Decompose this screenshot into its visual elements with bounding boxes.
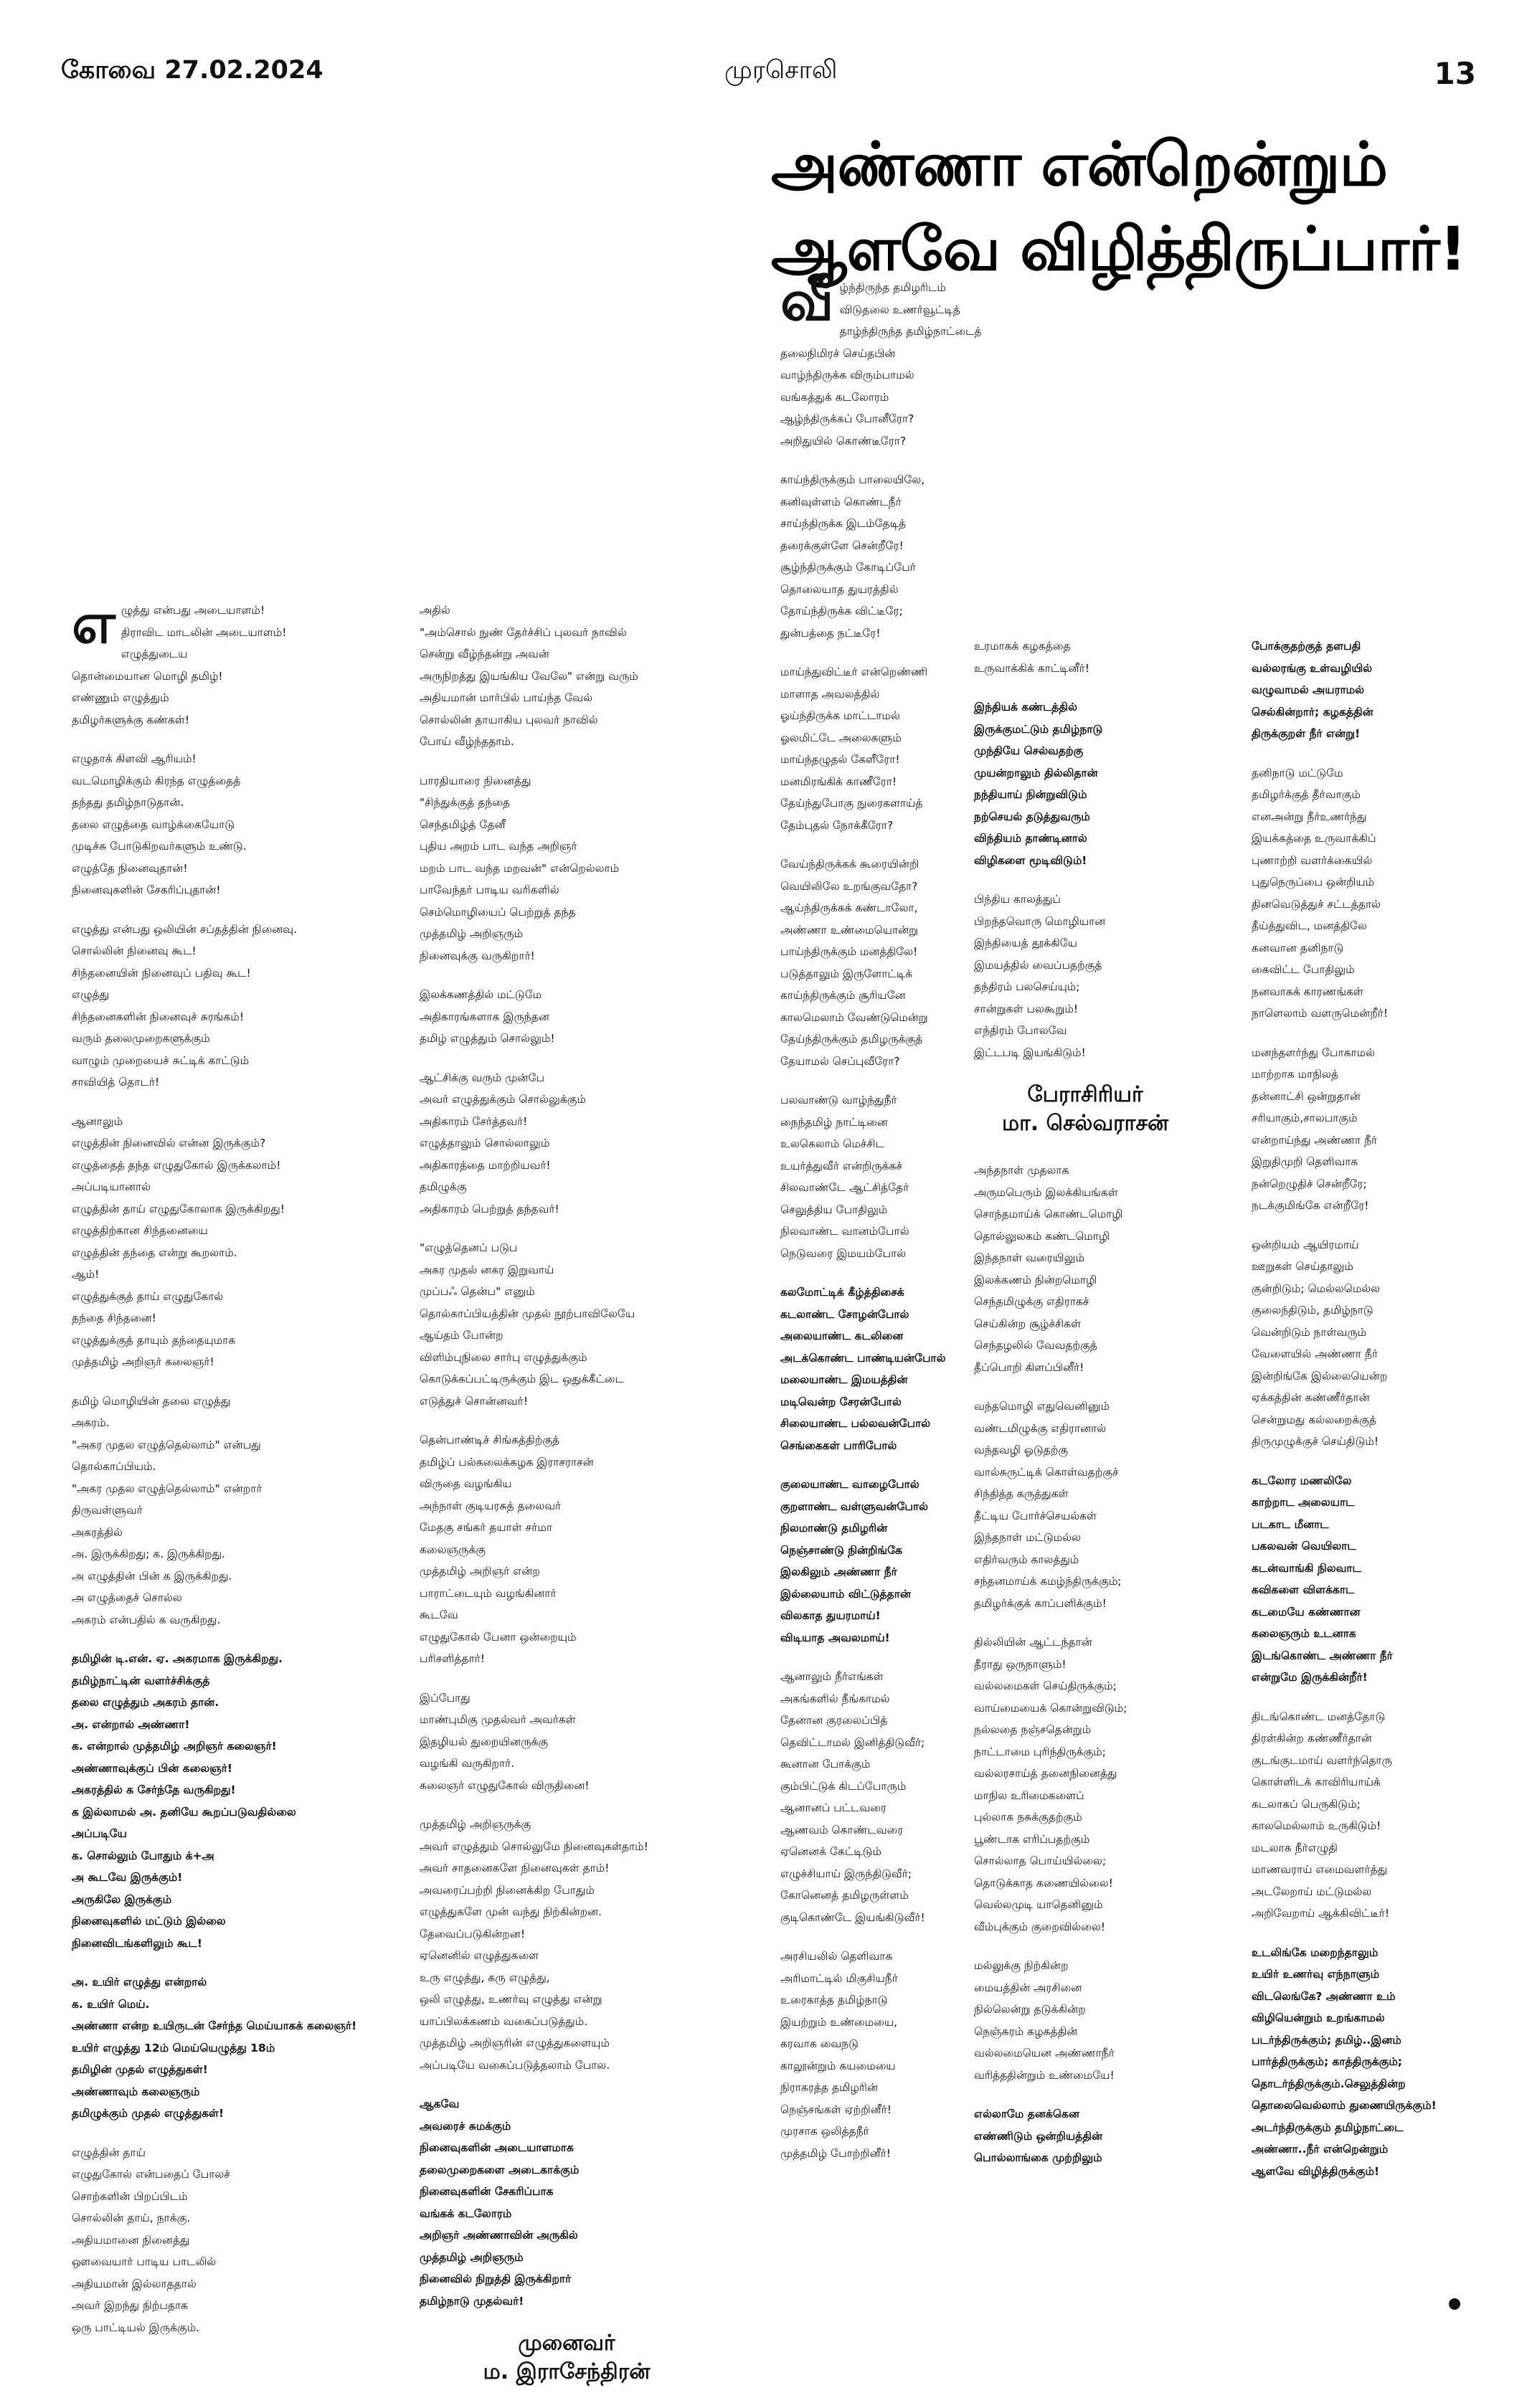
stanza: பிந்திய காலத்துப் பிறந்தவொரு மொழியான இந்தியைத் தூக்கியே இமயத்தில் வைப்பதற்குத் தந்திரம் பலசெய்யும்; சான்றுகள் பலகூறும்! எந்திரம் போலவே இட்டபடி இயங்கிடும்! <box>974 893 1106 1059</box>
stanza: ஆனாலும் நீர்எங்கள் அகங்களில் நீங்காமல் தேனான குரலைப்பித் தெவிட்டாமல் இனித்திடுவீர்; கூனான போக்கும் கும்பிட்டுக் கிடப்போரும் ஆனானப் பட்டவரை ஆணவம் கொண்டவரை ஏனெனக் கேட்டிடும் எழுச்சியாய் இருந்திடுவீர்; கோனெனத் தமிழருள்ளம் குடிகொண்டே இயங்கிடுவீர்! <box>780 1670 925 1924</box>
stanza: கலமோட்டிக் கீழ்த்திசைக் கடலாண்ட சோழன்போல் அலையாண்ட கடலினை அடக்கொண்ட பாண்டியன்போல் மலையாண்ட இமயத்தின் மடிவென்ற சேரன்போல் சிலையாண்ட பல்லவன்போல் செங்கைகள் பாரிபோல் <box>780 1286 946 1452</box>
stanza: உரமாகக் கழகத்தை உருவாக்கிக் காட்டினீர்! <box>974 640 1089 675</box>
stanza: ஆனாலும் எழுத்தின் நினைவில் என்ன இருக்கும்? எழுத்தைத் தந்த எழுதுகோல் இருக்கலாம்! அப்படியானால் எழுத்தின் தாய் எழுதுகோலாக இருக்கிறது! எழுத்திற்கான சிந்தனையை எழுத்தின் தந்தை என்று கூறலாம். ஆம்! எழுத்துக்குத் தாய் எழுதுகோல் தந்தை சிந்தனை! எழுத்துக்குத் தாயும் தந்தையுமாக முத்தமிழ் அறிஞர் கலைஞர்! <box>72 1114 285 1368</box>
stanza: மனந்தளர்ந்து போகாமல் மாற்றாக மாநிலத் தன்னாட்சி ஒன்றுதான் சரியாகும்,சாலபாகும் என்றாய்ந்து அண்ணா நீர் இறுதிமுறி தெளிவாக நன்றெழுதிச் சென்றீரே; நடக்குமிங்கே என்றீரே! <box>1252 1046 1378 1212</box>
stanza: எல்லாமே தனக்கென எண்ணிடும் ஒன்றியத்தின் பொல்லாங்கை முற்றிலும் <box>974 2108 1103 2164</box>
stanza: அந்தநாள் முதலாக அருமபெரும் இலக்கியங்கள் சொந்தமாய்க் கொண்டமொழி தொல்லுலகம் கண்டமொழி இந்தநாள் வரையிலும் இலக்கணம் நின்றமொழி செந்தமிழுக்கு எதிராகச் செய்கின்ற சூழ்ச்சிகள் செந்தழலில் வேவதற்குத் தீப்பொறி கிளப்பினீர்! <box>974 1164 1123 1374</box>
headline-line-1: அண்ணா என்றென்றும் <box>771 129 1388 199</box>
stanza: தமிழ் மொழியின் தலை எழுத்து அகரம். "அகர முதல எழுத்தெல்லாம்" என்பது தொல்காப்பியம். "அகர முதல எழுத்தெல்லாம்" என்றார் திருவள்ளுவர் அகரத்தில் அ. இருக்கிறது; க. இருக்கிறது. அ எழுத்தின் பின் க இருக்கிறது. அ எழுத்தைச் சொல்ல அகரம் என்பதில் க வருகிறது. <box>72 1394 263 1626</box>
author-title: முனைவர் <box>518 2331 615 2356</box>
stanza: தென்பாண்டிச் சிங்கத்திற்குத் தமிழ்ப் பல்கலைக்கழக இராசராசன் விருதை வழங்கிய அந்நாள் குடியரசுத் தலைவர் மேதகு சங்கர் தயாள் சர்மா கலைஞருக்கு முத்தமிழ் அறிஞர் என்ற பாராட்டையும் வழங்கினார் கூடவே எழுதுகோல் பேனா ஒன்றையும் பரிசளித்தார்! <box>420 1433 594 1665</box>
stanza: தில்லியின் ஆட்டந்தான் தீராது ஒருநாளும்! வல்லமைகள் செய்திருக்கும்; வாய்மையைக் கொன்றுவிடும்; நல்லதை நஞ்சதென்றும் நாட்டாமை புரிந்திருக்கும்; வல்லரசாய்த் தனைநினைத்து மாநில உரிமைகளைப் புல்லாக நசுக்குதற்கும் பூண்டாக எரிப்பதற்கும் சொல்லாத பொய்யில்லை; தொடுக்காத கணையில்லை! வெல்லமுடி யாதெனினும் வீம்புக்கும் குறைவில்லை! <box>974 1636 1127 1933</box>
stanza: போக்குதற்குத் தளபதி வல்லரங்கு உள்வழியில் வழுவாமல் அயராமல் செல்கின்றார்; கழகத்தின் திருக்குறள் நீர் என்று! <box>1252 640 1373 740</box>
page-number: 13 <box>1434 56 1476 91</box>
article-2-column-3 <box>1252 635 1488 2199</box>
stanza: "எழுத்தெனப் படுப அகர முதல் னகர இறுவாய் முப்பஃ தென்ப" எனும் தொல்காப்பியத்தின் முதல் நூற்பாவிலேயே ஆய்தம் போன்ற விளிம்புநிலை சார்பு எழுத்துக்கும் கொடுக்கப்பட்டிருக்கும் இட ஒதுக்கீட்டை எடுத்துச் சொன்னவர்! <box>420 1241 635 1408</box>
headline-line-2: ஆளவே விழித்திருப்பார்! <box>771 214 1467 284</box>
newspaper-name: முரசொலி <box>724 56 838 85</box>
author-name: மா. செல்வராசன் <box>1001 1111 1169 1136</box>
stanza: உடலிங்கே மறைந்தாலும் உயிர் உணர்வு எந்நாளும் விடலெங்கே? அண்ணா உம் விழியென்றும் உறங்காமல் படர்ந்திருக்கும்; தமிழ்..இனம் பார்த்திருக்கும்; காத்திருக்கும்; தொடர்ந்திருக்கும்.செலுத்தின்ற தொலைவெல்லாம் துணையிருக்கும்! அடர்ந்திருக்கும் தமிழ்நாட்டை அண்ணா..நீர் என்றென்றும் ஆளவே விழித்திருக்கும்! <box>1252 1945 1437 2178</box>
stanza: ஆகவே அவரைச் சுமக்கும் நினைவுகளின் அடையாளமாக தலைமுறைகளை அடைகாக்கும் நினைவுகளின் சேகரிப்பாக வங்கக் கடலோரம் அறிஞர் அண்ணாவின் அருகில் முத்தமிழ் அறிஞரும் நினைவில் நிறுத்தி இருக்கிறார் தமிழ்நாடு முதல்வர்! <box>420 2097 580 2308</box>
stanza: கடலோர மணலிலே காற்றாட அலையாட படகாட மீனாட பகலவன் வெயிலாட கடன்வாங்கி நிலவாட கவிகளை விளக்காட கடமையே கண்ணான கலைஞரும் உடனாக இடங்கொண்ட அண்ணா நீர் என்றுமே இருக்கின்றீர்! <box>1252 1474 1393 1684</box>
stanza: வந்தமொழி எதுவெனினும் வண்டமிழுக்கு எதிரானால் வந்தவழி ஓடுதற்கு வால்சுருட்டிக் கொள்வதற்குச் சிந்தித்த கருத்துகள் தீட்டிய போர்ச்செயல்கள் இந்தநாள் மட்டுமல்ல எதிர்வரும் காலத்தும் சந்தனமாய்க் கமழ்ந்திருக்கும்; தமிழர்க்குக் காப்பளிக்கும்! <box>974 1400 1122 1610</box>
stanza: முத்தமிழ் அறிஞருக்கு அவர் எழுத்தும் சொல்லுமே நினைவுகள்தாம்! அவர் சாதனைகளே நினைவுகள் தாம்! அவரைப்பற்றி நினைக்கிற போதும் எழுத்துகளே முன் வந்து நிற்கின்றன. தேவைப்படுகின்றன! ஏனெனில் எழுத்துகளை உரு எழுத்து, கரு எழுத்து, ஒலி எழுத்து, உணர்வு எழுத்து என்று யாப்பிலக்கணம் வகைப்படுத்தும். முத்தமிழ் அறிஞரின் எழுத்துகளையும் அப்படியே வகைப்படுத்தலாம் போல. <box>420 1818 648 2072</box>
stanza: ழ்ந்திருந்த தமிழரிடம் விடுதலை உணர்வூட்டித் தாழ்ந்திருந்த தமிழ்நாட்டைத் தலைநிமிரச் செய்தபின் வாழ்ந்திருக்க விரும்பாமல் வங்கத்துக் கடலோரம் ஆழ்ந்திருக்கப் போனீரோ? அறிதுயில் கொண்டீரோ? <box>780 281 982 447</box>
author-title: பேராசிரியர் <box>1027 1082 1143 1107</box>
author-name: ம. இராசேந்திரன் <box>483 2359 651 2384</box>
stanza: குலையாண்ட வாழைபோல் குறளாண்ட வள்ளுவன்போல் நிலமாண்டு தமிழரின் நெஞ்சாண்டு நின்றிங்கே இலகிலும் அண்ணா நீர் இல்லையாம் விட்டுத்தான் விலகாத துயரமாய்! விடியாத அவலமாய்! <box>780 1478 928 1644</box>
stanza: இலக்கணத்தில் மட்டுமே அதிகாரங்களாக இருந்தன தமிழ் எழுத்தும் சொல்லும்! <box>420 988 555 1045</box>
stanza: இந்தியக் கண்டத்தில் இருக்குமட்டும் தமிழ்நாடு முந்தியே செல்வதற்கு முயன்றாலும் தில்லிதான் நந்தியாய் நின்றுவிடும் நற்செயல் தடுத்துவரும் விந்தியம் தாண்டினால் விழிகளை மூடிவிடும்! <box>974 701 1103 867</box>
article-2-column-1 <box>780 269 996 2181</box>
stanza: பலவாண்டு வாழ்ந்துநீர் நைந்தமிழ் நாட்டினை உலகெலாம் மெச்சிட உயர்த்துவீர் என்றிருக்கச் சிலவாண்டே ஆட்சித்தேர் செலுத்திய போதிலும் நிலவாண்ட வானம்போல் நெடுவரை இமயம்போல் <box>780 1094 909 1260</box>
stanza: மாய்ந்துவிட்டீர் என்றெண்ணி மாளாத அவலத்தில் ஓய்ந்திருக்க மாட்டாமல் ஓலமிட்டே அலைகளும் மாய்ந்தழுதல் கேளீரோ! மனமிரங்கிக் காணீரோ! தேய்ந்துபோகு நுரைகளாய்த் தேம்புதல் நோக்கீரோ? <box>780 665 928 832</box>
stanza: எழுத்து என்பது ஒலியின் சப்தத்தின் நினைவு. சொல்லின் நினைவு கூட! சிந்தனையின் நினைவுப் பதிவு கூட! எழுத்து சிந்தனைகளின் நினைவுச் சுரங்கம்! வரும் தலைமுறைகளுக்கும் வாழும் முறையைச் சுட்டிக் காட்டும் சாவியித் தொடர்! <box>72 922 298 1089</box>
article-2-column-2 <box>974 635 1196 2186</box>
drop-cap: வீ <box>780 269 834 333</box>
stanza: இப்போது மாண்புமிகு முதல்வர் அவர்கள் இதழியல் துறையினருக்கு வழங்கி வருகிறார். கலைஞர் எழுதுகோல் விருதினை! <box>420 1691 590 1792</box>
stanza: ழுத்து என்பது அடையாளம்! திராவிட மாடலின் அடையாளம்! எழுத்துடைய தொன்மையான மொழி தமிழ்! எண்ணும் எழுத்தும் தமிழர்களுக்கு கண்கள்! <box>72 604 287 726</box>
stanza: அ. உயிர் எழுத்து என்றால் க. உயிர் மெய். அண்ணா என்ற உயிருடன் சேர்ந்த மெய்யாகக் கலைஞர்! உயிர் எழுத்து 12ம் மெய்யெழுத்து 18ம் தமிழின் முதல் எழுத்துகள்! அண்ணாவும் கலைஞரும் தமிழுக்கும் முதல் எழுத்துகள்! <box>72 1976 357 2120</box>
article-1-column <box>72 592 409 2356</box>
article-headline <box>771 122 1488 291</box>
stanza: காய்ந்திருக்கும் பாலையிலே, கனிவுள்ளம் கொண்டநீர் சாய்ந்திருக்க இடம்தேடித் தரைக்குள்ளே சென்றீரே! சூழ்ந்திருக்கும் கோடிப்பேர் தொலையாத துயரத்தில் தோய்ந்திருக்க விட்டீரே; துன்பத்தை நட்டீரே! <box>780 473 925 640</box>
author-byline <box>974 1081 1196 1138</box>
edition-date: கோவை 27.02.2024 <box>61 56 323 85</box>
stanza: தமிழின் டி.என். ஏ. அகரமாக இருக்கிறது. தமிழ்நாட்டின் வளர்ச்சிக்குத் தலை எழுத்தும் அகரம் தான். அ. என்றால் அண்ணா! க. என்றால் முத்தமிழ் அறிஞர் கலைஞர்! அண்ணாவுக்குப் பின் கலைஞர்! அகரத்தில் க சேர்ந்தே வருகிறது! க இல்லாமல் அ. தனியே கூறப்படுவதில்லை அப்படியே க. சொல்லும் போதும் க்+அ அ கூடவே இருக்கும்! அருகிலே இருக்கும் நினைவுகளில் மட்டும் இல்லை நினைவிடங்களிலும் கூட! <box>72 1652 296 1950</box>
stanza: அதில் "அம்சொல் நுண் தேர்ச்சிப் புலவர் நாவில் சென்று வீழ்ந்தன்று அவன் அருநிறத்து இயங்கிய வேலே" என்று வரும் அதியமான் மார்பில் பாய்ந்த வேல் சொல்லின் தாயாகிய புலவர் நாவில் போய் வீழ்ந்ததாம். <box>420 604 638 748</box>
stanza: அரசியலில் தெளிவாக அரிமாட்டில் மிகுசியநீர் உரைகாத்த தமிழ்நாடு இயற்றும் உண்மையை, கரவாக வைநடு காலூன்றும் கயமையை நிராகரத்த தமிழரின் நெஞ்சங்கள் ஏற்றினீர்! முரசாக ஒலித்தநீர் முத்தமிழ் போற்றினீர்! <box>780 1950 898 2160</box>
stanza: ஆட்சிக்கு வரும் முன்பே அவர் எழுத்துக்கும் சொல்லுக்கும் அதிகாரம் சேர்த்தவர்! எழுத்தாலும் சொல்லாலும் அதிகாரத்தை மாற்றியவர்! தமிழுக்கு அதிகாரம் பெற்றுத் தந்தவர்! <box>420 1071 586 1215</box>
stanza: எழுதாக் கிளவி ஆரியம்! வடமொழிக்கும் கிரந்த எழுத்தைத் தந்தது தமிழ்நாடுதான். தலை எழுத்தை வாழ்க்கையோடு முடிச்சு போடுகிறவர்களும் உண்டு. எழுத்தே நினைவுதான்! நினைவுகளின் சேகரிப்புதான்! <box>72 752 247 896</box>
stanza: திடங்கொண்ட மனத்தோடு திரள்கின்ற கண்ணீர்தான் குடங்குடமாய் வளர்ந்தொரு கொள்ளிடக் காவிரியாய்க் கடலாகப் பெருகிடும்; காலமெல்லாம் உருகிடும்! மடலாக நீர்எழுதி மாணவராய் எமைவளர்த்து அடலேறாய் மட்டுமல்ல அறிவேறாய் ஆக்கிவிட்டீர்! <box>1252 1710 1392 1920</box>
stanza: தனிநாடு மட்டுமே தமிழர்க்குத் தீர்வாகும் எனஅன்று நீர்உணர்ந்து இயக்கத்தை உருவாக்கிப் புணாற்றி வளர்க்கையில் புதுநெருப்பை ஒன்றியம் தினவெடுத்துச் சட்டத்தால் தீய்த்துவிட, மனத்திலே கனவான தனிநாடு கைவிட்ட போதிலும் நனவாகக் காரணங்கள் நாளெலாம் வளருமென்றீர்! <box>1252 766 1389 1020</box>
stanza: மல்லுக்கு நிற்கின்ற மையத்தின் அரசினை நில்லென்று தடுக்கின்ற நெஞ்சுரம் கழகத்தின் வல்லமையென அண்ணாநீர் வரித்ததின்றும் உண்மையே! <box>974 1959 1115 2082</box>
stanza: வேய்ந்திருக்கக் கூரையின்றி வெயிலிலே உறங்குவதோ? ஆய்ந்திருக்கக் கண்டாலோ, அண்ணா உண்மையொன்று பாய்ந்திருக்கும் மனத்திலே! படுத்தாலும் இருளோட்டிக் காய்ந்திருக்கும் சூரியனே காலமெலாம் வேண்டுமென்று தேய்ந்திருக்கும் தமிழருக்குத் தேயாமல் செப்புவீரோ? <box>780 858 928 1068</box>
article-1-column-2 <box>420 599 714 2408</box>
stanza: பாரதியாரை நினைத்து "சிந்துக்குத் தந்தை செந்தமிழ்த் தேனீ புதிய அறம் பாட வந்த அறிஞர் மறம் பாட வந்த மறவன்" என்றெல்லாம் பாவேந்தர் பாடிய வரிகளில் செம்மொழியைப் பெற்றுத் தந்த முத்தமிழ் அறிஞரும் நினைவுக்கு வருகிறார்! <box>420 774 620 962</box>
stanza: எழுத்தின் தாய் எழுதுகோல் என்பதைப் போலச் சொற்களின் பிறப்பிடம் சொல்லின் தாய், நாக்கு. அதியமானை நினைத்து ஔவையார் பாடிய பாடலில் அதியமான் இல்லாததால் அவர் இறந்து நிற்பதாக ஒரு பாட்டியல் இருக்கும். <box>72 2146 230 2334</box>
drop-cap: எ <box>72 592 115 656</box>
author-byline <box>420 2329 714 2386</box>
stanza: ஒன்றியம் ஆயிரமாய் ஊறுகள் செய்தாலும் குன்றிடும்; மெல்லமெல்ல குலைந்திடும், தமிழ்நாடு வென்றிடும் நாள்வரும் வேளையில் அண்ணா நீர் இன்றிங்கே இல்லையென்ற ஏக்கத்தின் கண்ணீர்தான் சென்றுமது கல்லறைக்குத் திருமுழுக்குச் செய்திடும்! <box>1252 1238 1388 1448</box>
end-mark-dot <box>1449 2298 1460 2310</box>
